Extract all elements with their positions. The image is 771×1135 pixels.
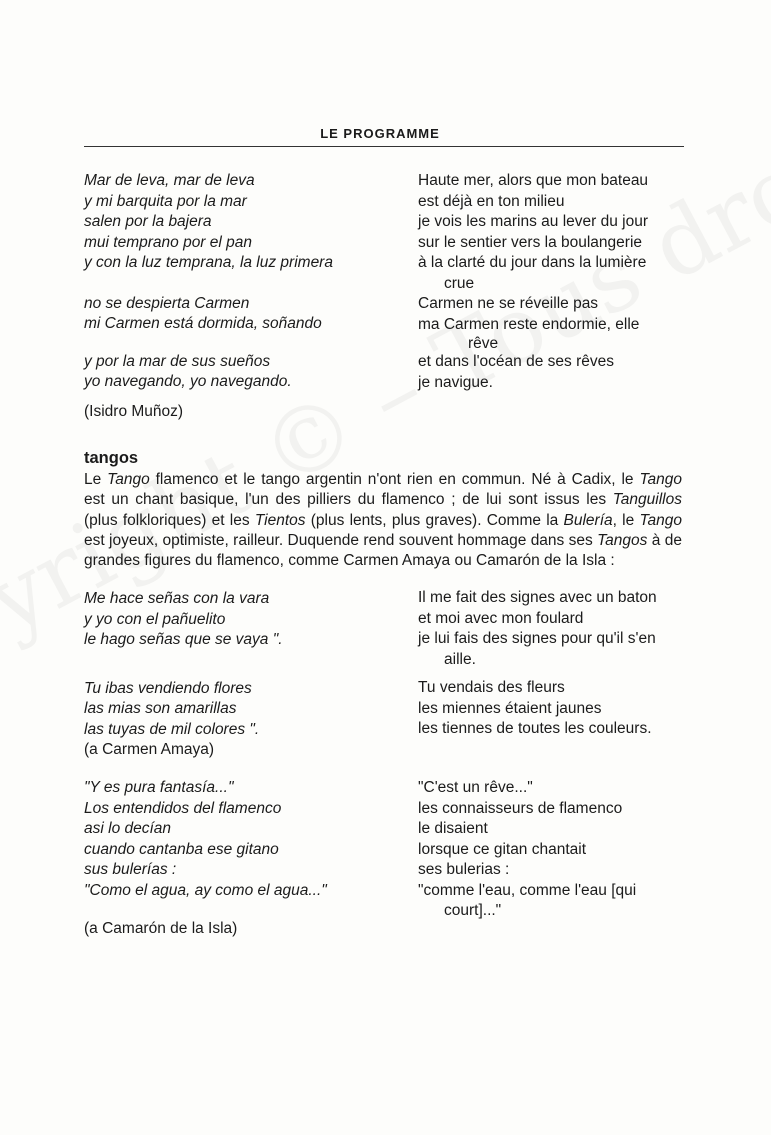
verse-line: Tu ibas vendiendo flores: [84, 679, 252, 697]
section-heading-tangos: tangos: [84, 449, 139, 467]
verse-line: je lui fais des signes pour qu'il s'en: [418, 630, 656, 647]
verse-line: "Y es pura fantasía...": [84, 779, 234, 796]
verse-line: ma Carmen reste endormie, elle: [418, 315, 640, 333]
verse-line: aille.: [444, 650, 476, 668]
para-text: Le: [84, 471, 108, 488]
verse-line: Mar de leva, mar de leva: [84, 172, 255, 189]
verse-line: est déjà en ton milieu: [418, 192, 565, 210]
verse-line: ses bulerias :: [418, 861, 510, 878]
verse-line: y mi barquita por la mar: [84, 192, 247, 210]
verse-line: crue: [444, 274, 475, 292]
verse-line: no se despierta Carmen: [84, 294, 250, 312]
verse-line: Los entendidos del flamenco: [84, 799, 282, 817]
para-text: (plus folkloriques) et les: [84, 511, 255, 529]
poem2-spanish: [84, 589, 283, 761]
verse-line: cuando cantanba ese gitano: [84, 840, 279, 858]
verse-line: sus bulerías :: [84, 861, 177, 878]
verse-line: à la clarté du jour dans la lumière: [418, 254, 647, 271]
para-italic: Bulería: [563, 511, 613, 529]
verse-line: asi lo decían: [84, 820, 172, 837]
para-italic: Tango: [639, 511, 682, 529]
poem3-french: [418, 778, 636, 922]
verse-line: y yo con el pañuelito: [84, 610, 226, 628]
verse-line: mi Carmen está dormida, soñando: [84, 315, 322, 332]
verse-line: Me hace señas con la vara: [84, 590, 270, 607]
verse-line: yo navegando, yo navegando.: [84, 373, 292, 390]
verse-line: Il me fait des signes avec un baton: [418, 589, 657, 606]
poem2-french: [418, 588, 657, 740]
verse-line: las mias son amarillas: [84, 700, 237, 717]
verse-line: le hago señas que se vaya ".: [84, 631, 283, 648]
para-text: flamenco et le tango argentin n'ont rien en commun. Né à Cadix, le: [149, 471, 640, 488]
para-italic: Tango: [639, 471, 682, 488]
poem3-spanish: [84, 778, 327, 940]
verse-line: les connaisseurs de flamenco: [418, 799, 623, 817]
verse-line: les tiennes de toutes les couleurs.: [418, 720, 652, 737]
header-rule: [84, 146, 684, 147]
verse-line: las tuyas de mil colores ".: [84, 720, 260, 738]
verse-line: les miennes étaient jaunes: [418, 699, 602, 717]
verse-line: Tu vendais des fleurs: [418, 679, 565, 696]
para-text: est joyeux, optimiste, railleur. Duquende rend souvent hommage dans ses: [84, 531, 598, 549]
verse-line: lorsque ce gitan chantait: [418, 840, 587, 858]
para-text: (plus lents, plus graves). Comme la: [305, 511, 564, 529]
verse-line: court]...": [444, 902, 502, 919]
poem1-french: [418, 171, 648, 393]
verse-line: le disaient: [418, 820, 488, 837]
verse-line: y con la luz temprana, la luz primera: [84, 254, 333, 271]
verse-line: rêve: [468, 335, 499, 352]
attribution: (a Camarón de la Isla): [84, 920, 238, 937]
para-italic: Tientos: [254, 511, 306, 529]
verse-line: je vois les marins au lever du jour: [418, 213, 649, 230]
attribution: (a Carmen Amaya): [84, 741, 215, 758]
para-italic: Tangos: [597, 531, 648, 549]
verse-line: Haute mer, alors que mon bateau: [418, 172, 649, 189]
verse-line: mui temprano por el pan: [84, 233, 253, 251]
para-text: est un chant basique, l'un des pilliers du flamenco ; de lui sont issus les: [84, 491, 613, 509]
para-text: , le: [612, 511, 640, 529]
verse-line: et moi avec mon foulard: [418, 609, 584, 627]
verse-line: je navigue.: [418, 373, 493, 391]
running-header: LE PROGRAMME: [320, 126, 440, 141]
verse-line: sur le sentier vers la boulangerie: [418, 233, 643, 251]
para-italic: Tanguillos: [612, 491, 682, 509]
tangos-paragraph: [84, 470, 682, 571]
verse-line: et dans l'océan de ses rêves: [418, 353, 614, 370]
verse-line: "Como el agua, ay como el agua...": [84, 881, 327, 899]
verse-line: salen por la bajera: [84, 213, 212, 230]
verse-line: Carmen ne se réveille pas: [418, 295, 599, 312]
para-italic: Tango: [107, 471, 150, 488]
verse-line: "comme l'eau, comme l'eau [qui: [418, 881, 637, 899]
para-text: à de grandes figures du flamenco, comme Carmen Amaya ou Camarón de la Isla :: [84, 531, 682, 570]
attribution: (Isidro Muñoz): [84, 402, 184, 420]
verse-line: "C'est un rêve...": [418, 779, 533, 796]
verse-line: y por la mar de sus sueños: [84, 352, 271, 370]
poem1-spanish: [84, 171, 333, 422]
